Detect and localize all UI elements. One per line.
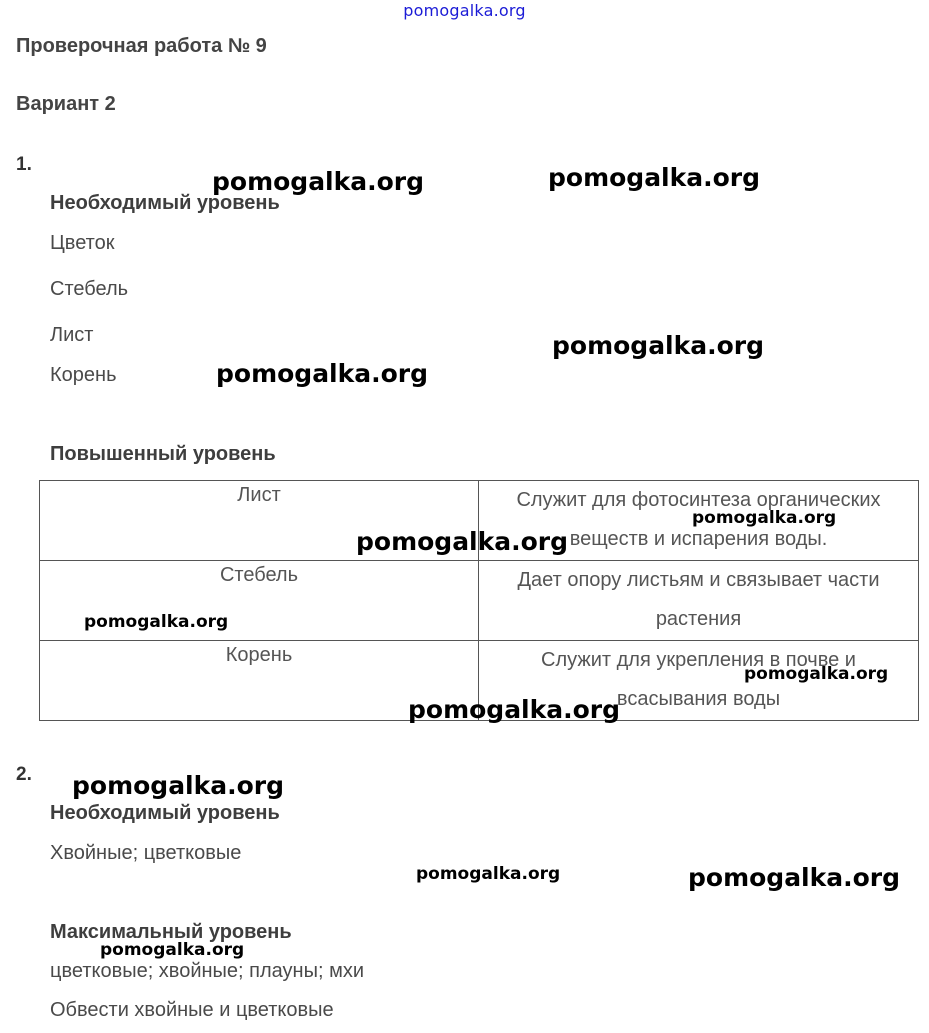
- task-2-basic-answer: Хвойные; цветковые: [50, 842, 242, 864]
- basic-item-root: Корень: [50, 364, 117, 386]
- function-leaf: Служит для фотосинтеза органических веществ и испарения воды.: [516, 489, 881, 550]
- watermark: pomogalka.org: [688, 863, 901, 892]
- watermark: pomogalka.org: [216, 359, 429, 388]
- watermark: pomogalka.org: [408, 695, 621, 724]
- part-root: Корень: [225, 644, 293, 666]
- header-watermark: pomogalka.org: [403, 1, 526, 20]
- watermark: pomogalka.org: [548, 163, 761, 192]
- basic-item-stem: Стебель: [50, 278, 129, 300]
- watermark: pomogalka.org: [100, 940, 245, 960]
- page-title: Проверочная работа № 9: [16, 35, 267, 57]
- watermark: pomogalka.org: [692, 508, 837, 528]
- watermark: pomogalka.org: [744, 664, 889, 684]
- basic-item-flower: Цветок: [50, 232, 115, 254]
- watermark: pomogalka.org: [552, 331, 765, 360]
- table-cell-function: [479, 561, 919, 641]
- task-2-max-answer-1: цветковые; хвойные; плауны; мхи: [50, 960, 365, 982]
- task-2-number: 2.: [16, 764, 32, 785]
- task-2-basic-level-heading: Необходимый уровень: [50, 802, 280, 824]
- function-stem: Дает опору листьям и связывает части растения: [517, 569, 880, 630]
- watermark: pomogalka.org: [84, 612, 229, 632]
- task-1-basic-level-heading: Необходимый уровень: [50, 192, 280, 214]
- basic-item-leaf: Лист: [50, 324, 94, 346]
- function-root: Служит для укрепления в почве и всасывания воды: [541, 649, 856, 710]
- variant-label: Вариант 2: [16, 93, 116, 115]
- part-leaf: Лист: [237, 484, 281, 506]
- task-2-max-answer-2: Обвести хвойные и цветковые: [50, 999, 334, 1021]
- watermark: pomogalka.org: [72, 771, 285, 800]
- watermark: pomogalka.org: [356, 527, 569, 556]
- watermark: pomogalka.org: [416, 864, 561, 884]
- task-1-advanced-level-heading: Повышенный уровень: [50, 443, 276, 465]
- watermark: pomogalka.org: [212, 167, 425, 196]
- part-stem: Стебель: [219, 564, 299, 586]
- task-2-max-level-heading: Максимальный уровень: [50, 921, 292, 943]
- task-1-number: 1.: [16, 154, 32, 175]
